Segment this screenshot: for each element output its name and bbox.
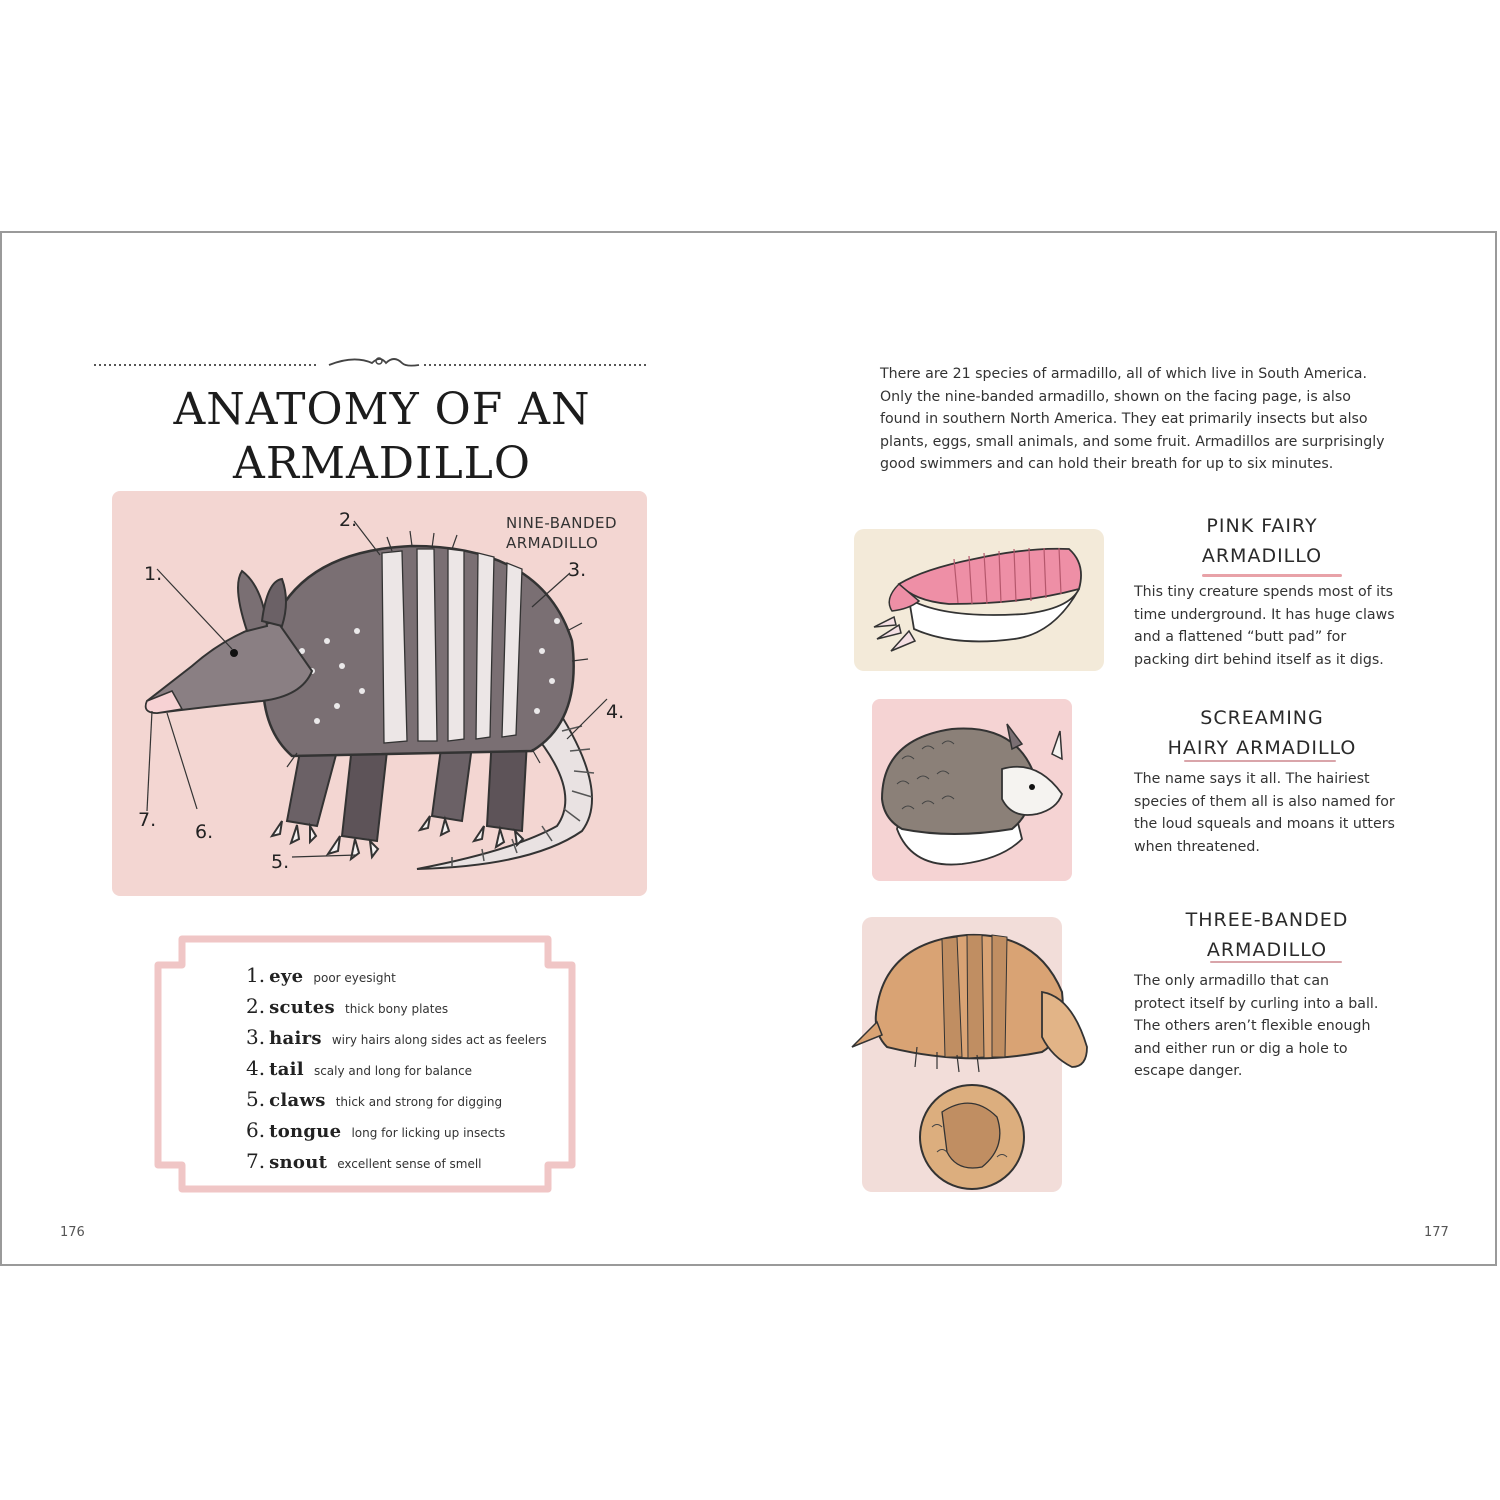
species-name-line-1: THREE-BANDED [1185,909,1349,931]
legend-description: scaly and long for balance [313,1064,473,1078]
legend-term: snout [269,1152,328,1173]
diagram-label-line-2: ARMADILLO [506,534,599,552]
title-line-1: ANATOMY OF AN [173,384,591,435]
species-name-line-2: HAIRY ARMADILLO [1167,737,1357,759]
legend-list [246,963,566,1180]
species-name-underline [1210,961,1342,963]
page-number-right: 177 [1424,1225,1449,1240]
callout-6: 6. [195,821,214,843]
legend-description: thick bony plates [344,1002,449,1016]
three-banded-armadillo-illustration [847,917,1097,1207]
species-name-screaming-hairy [1152,703,1372,763]
species-name-three-banded [1172,905,1362,965]
callout-5: 5. [271,851,290,873]
species-desc-three-banded: The only armadillo that can protect itself by curling into a ball. The others aren’t flexible enough and either run or dig a hole to escape danger. [1134,973,1379,1079]
legend-term: scutes [269,997,335,1018]
legend-description: long for licking up insects [351,1126,506,1140]
legend-number: 7. [246,1149,266,1173]
pink-fairy-armadillo-illustration [854,529,1104,671]
legend-item-scutes [246,994,566,1025]
ornamental-divider [94,353,649,373]
species-desc-pink-fairy: This tiny creature spends most of its time underground. It has huge claws and a flattened “butt pad” for packing dirt behind itself as it digs. [1134,584,1395,668]
legend-term: eye [269,966,304,987]
legend-description: excellent sense of smell [337,1157,482,1171]
page-number-left: 176 [60,1225,85,1240]
legend-item-hairs [246,1025,566,1056]
species-name-line-2: ARMADILLO [1201,545,1323,567]
legend-item-tongue [246,1118,566,1149]
species-name-line-2: ARMADILLO [1206,939,1328,961]
callout-2: 2. [339,509,358,531]
species-name-underline [1184,760,1336,762]
species-desc-screaming-hairy: The name says it all. The hairiest species of them all is also named for the loud squeals and moans it utters when threatened. [1134,771,1395,855]
legend-item-eye [246,963,566,994]
callout-1: 1. [144,563,163,585]
species-name-underline [1202,574,1342,577]
legend-term: hairs [269,1028,322,1049]
legend-term: tongue [269,1121,342,1142]
legend-number: 2. [246,994,266,1018]
legend-item-tail [246,1056,566,1087]
title-line-2: ARMADILLO [233,438,531,489]
legend-description: poor eyesight [313,971,396,985]
legend-term: tail [269,1059,304,1080]
species-name-line-1: SCREAMING [1200,707,1324,729]
legend-term: claws [269,1090,326,1111]
screaming-hairy-armadillo-illustration [872,699,1072,881]
legend-item-claws [246,1087,566,1118]
page-title [132,383,632,491]
callout-3: 3. [568,559,587,581]
legend-number: 6. [246,1118,266,1142]
diagram-label-line-1: NINE-BANDED [506,514,618,532]
legend-description: wiry hairs along sides act as feelers [331,1033,547,1047]
callout-4: 4. [606,701,625,723]
legend-number: 5. [246,1087,266,1111]
diagram-species-label [506,513,617,553]
legend-item-snout [246,1149,566,1180]
legend-number: 1. [246,963,266,987]
callout-7: 7. [138,809,157,831]
legend-number: 3. [246,1025,266,1049]
book-spread [0,231,1497,1266]
legend-number: 4. [246,1056,266,1080]
species-name-pink-fairy [1172,511,1352,571]
species-name-line-1: PINK FAIRY [1206,515,1318,537]
legend-description: thick and strong for digging [335,1095,503,1109]
intro-paragraph: There are 21 species of armadillo, all of which live in South America. Only the nine-banded armadillo, shown on the facing page, is also found in southern North America. They eat primarily insects but also plants, eggs, small animals, and some fruit. Armadillos are surprisingly good swimmers and can hold their breath for up to six minutes. [880,366,1385,472]
